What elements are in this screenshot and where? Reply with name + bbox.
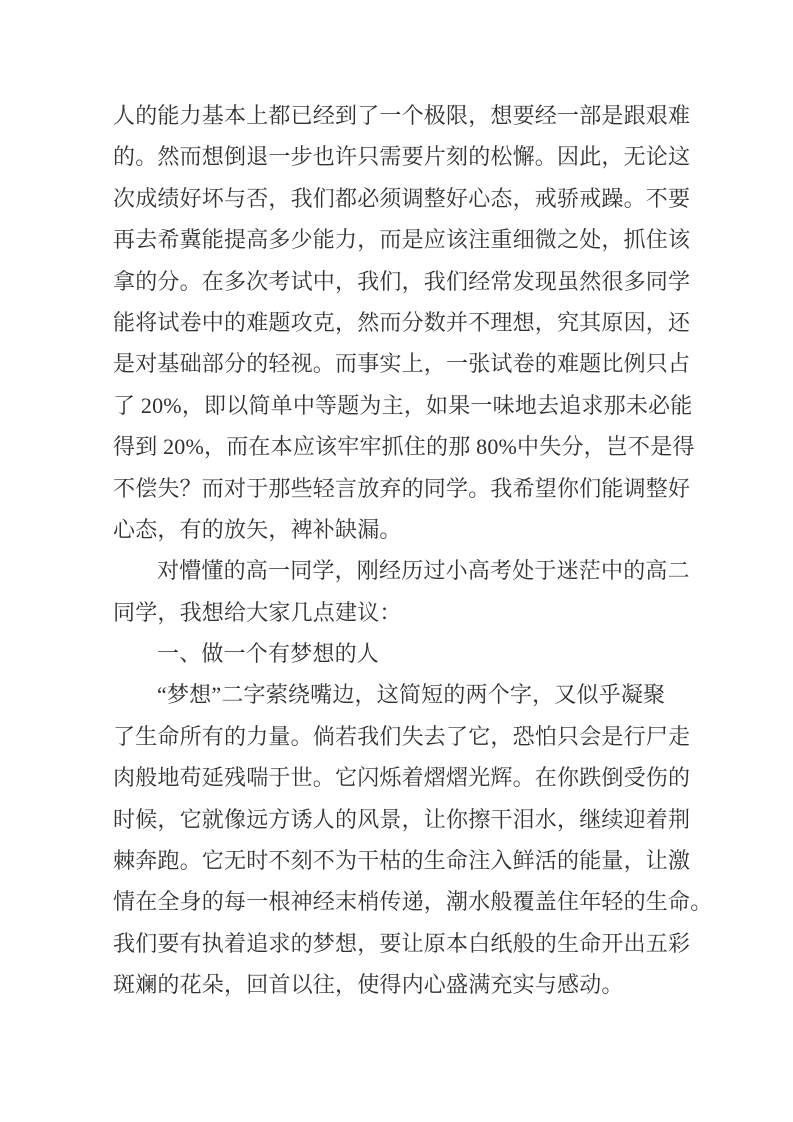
text-line: 次成绩好坏与否，我们都必须调整好心态，戒骄戒躁。不要 bbox=[113, 185, 691, 211]
text-line: 情在全身的每一根神经末梢传递，潮水般覆盖住年轻的生命。 bbox=[113, 889, 713, 915]
text-line: 人的能力基本上都已经到了一个极限，想要经一部是跟艰难 bbox=[113, 103, 691, 128]
document-body bbox=[113, 95, 713, 1006]
text-line: 能将试卷中的难题攻克，然而分数并不理想，究其原因，还 bbox=[113, 309, 691, 335]
text-line: 肉般地苟延残喘于世。它闪烁着熠熠光辉。在你跌倒受伤的 bbox=[113, 765, 691, 791]
text-line: 斑斓的花朵，回首以往，使得内心盛满充实与感动。 bbox=[113, 972, 624, 998]
text-line: 我们要有执着追求的梦想，要让原本白纸般的生命开出五彩 bbox=[113, 930, 691, 956]
text-line: 心态，有的放矢，裨补缺漏。 bbox=[113, 516, 402, 542]
text-line-heading: 一、做一个有梦想的人 bbox=[157, 641, 380, 667]
text-line: 再去希冀能提高多少能力，而是应该注重细微之处，抓住该 bbox=[113, 227, 691, 253]
text-line: 同学，我想给大家几点建议： bbox=[113, 599, 402, 625]
text-line: 棘奔跑。它无时不刻不为干枯的生命注入鲜活的能量，让激 bbox=[113, 848, 691, 874]
text-line: 拿的分。在多次考试中，我们，我们经常发现虽然很多同学 bbox=[113, 268, 691, 294]
text-line: 不偿失？而对于那些轻言放弃的同学。我希望你们能调整好 bbox=[113, 475, 691, 501]
text-line: 了 20%，即以简单中等题为主，如果一味地去追求那未必能 bbox=[113, 392, 693, 418]
text-line-paragraph-start: “梦想”二字萦绕嘴边，这简短的两个字，又似乎凝聚 bbox=[157, 682, 666, 708]
text-line: 的。然而想倒退一步也许只需要片刻的松懈。因此，无论这 bbox=[113, 144, 691, 170]
text-line: 得到 20%，而在本应该牢牢抓住的那 80%中失分，岂不是得 bbox=[113, 434, 695, 460]
text-line: 是对基础部分的轻视。而事实上，一张试卷的难题比例只占 bbox=[113, 351, 691, 377]
text-line: 了生命所有的力量。倘若我们失去了它，恐怕只会是行尸走 bbox=[113, 723, 691, 749]
text-line-paragraph-start: 对懵懂的高一同学，刚经历过小高考处于迷茫中的高二 bbox=[157, 558, 690, 584]
text-line: 时候，它就像远方诱人的风景，让你擦干泪水，继续迎着荆 bbox=[113, 806, 691, 832]
